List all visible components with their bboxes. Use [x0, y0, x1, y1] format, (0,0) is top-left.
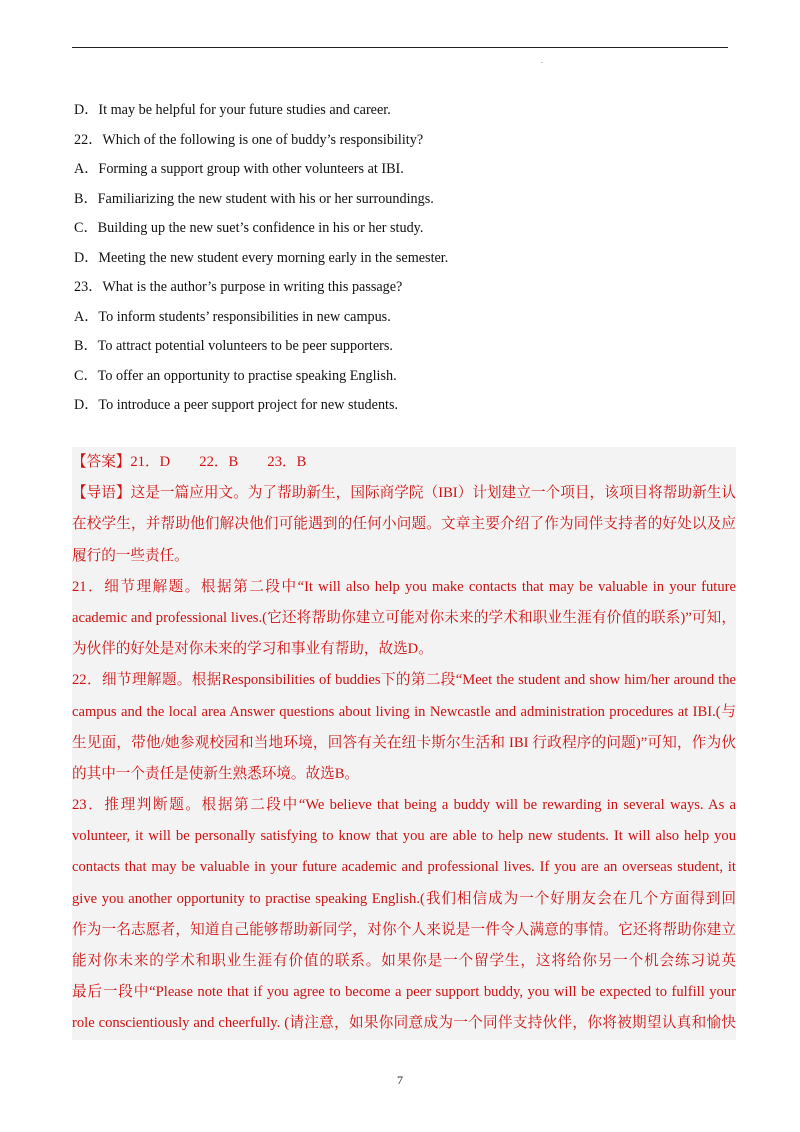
- explanation-line: 22．细节理解题。根据Responsibilities of buddies下的第二段“Meet the student and show him/her around the: [72, 672, 736, 689]
- option-21-d: D．It may be helpful for your future studies and career.: [74, 102, 391, 118]
- explanation-line: 在校学生，并帮助他们解决他们可能遇到的任何小问题。文章主要介绍了作为同伴支持者的好处以及应: [72, 516, 736, 533]
- explanation-line: 的其中一个责任是使新生熟悉环境。故选B。: [72, 765, 360, 782]
- option-22-d: D．Meeting the new student every morning early in the semester.: [74, 249, 449, 266]
- explanation-line: 作为一名志愿者，知道自己能够帮助新同学，对你个人来说是一件令人满意的事情。它还将帮助你建立: [72, 921, 736, 938]
- explanation-line: volunteer, it will be personally satisfying to know that you are able to help new students. It will also help you: [72, 828, 736, 845]
- explanation-line: give you another opportunity to practise speaking English.(我们相信成为一个好朋友会在几个方面得到回: [72, 890, 736, 907]
- explanation-line: 生见面，带他/她参观校园和当地环境，回答有关在纽卡斯尔生活和 IBI 行政程序的问题)”可知，作为伙: [72, 734, 736, 751]
- header-mark: .: [541, 56, 543, 65]
- explanation-line: 23．推理判断题。根据第二段中“We believe that being a buddy will be rewarding in several ways. As a: [72, 797, 736, 814]
- option-23-d: D．To introduce a peer support project for new students.: [74, 397, 399, 413]
- question-options: [74, 96, 734, 421]
- answer-explanation: [72, 447, 736, 1040]
- explanation-line: 最后一段中“Please note that if you agree to become a peer support buddy, you will be expected to fulfill your: [72, 984, 736, 1001]
- option-22-a: A．Forming a support group with other volunteers at IBI.: [74, 161, 404, 177]
- explanation-line: 【导语】这是一篇应用文。为了帮助新生，国际商学院（IBI）计划建立一个项目，该项目将帮助新生认: [72, 485, 736, 502]
- answer-key: 【答案】21．D 22．B 23．B: [72, 454, 307, 470]
- explanation-line: campus and the local area Answer questions about living in Newcastle and administration procedures at IBI.(与: [72, 703, 736, 720]
- option-22-b: B．Familiarizing the new student with his or her surroundings.: [74, 190, 434, 207]
- explanation-line: academic and professional lives.(它还将帮助你建立可能对你未来的学术和职业生涯有价值的联系)”可知，: [72, 609, 736, 626]
- explanation-line: contacts that may be valuable in your future academic and professional lives. If you are an overseas student, it: [72, 859, 736, 876]
- header-rule: [72, 47, 728, 48]
- option-23-b: B．To attract potential volunteers to be peer supporters.: [74, 338, 393, 354]
- option-23-a: A．To inform students’ responsibilities in new campus.: [74, 308, 391, 325]
- option-23-c: C．To offer an opportunity to practise speaking English.: [74, 367, 397, 384]
- option-22-c: C．Building up the new suet’s confidence in his or her study.: [74, 220, 424, 236]
- explanation-line: 履行的一些责任。: [72, 547, 189, 564]
- explanation-line: role conscientiously and cheerfully. (请注意，如果你同意成为一个同伴支持伙伴，你将被期望认真和愉快: [72, 1015, 736, 1032]
- page-number: 7: [397, 1073, 403, 1087]
- explanation-line: 为伙伴的好处是对你未来的学习和事业有帮助，故选D。: [72, 641, 433, 658]
- question-23: 23．What is the author’s purpose in writing this passage?: [74, 279, 403, 295]
- explanation-line: 21．细节理解题。根据第二段中“It will also help you make contacts that may be valuable in your future: [72, 578, 736, 595]
- question-22: 22．Which of the following is one of buddy’s responsibility?: [74, 131, 424, 148]
- explanation-line: 能对你未来的学术和职业生涯有价值的联系。如果你是一个留学生，这将给你另一个机会练习说英: [72, 953, 736, 969]
